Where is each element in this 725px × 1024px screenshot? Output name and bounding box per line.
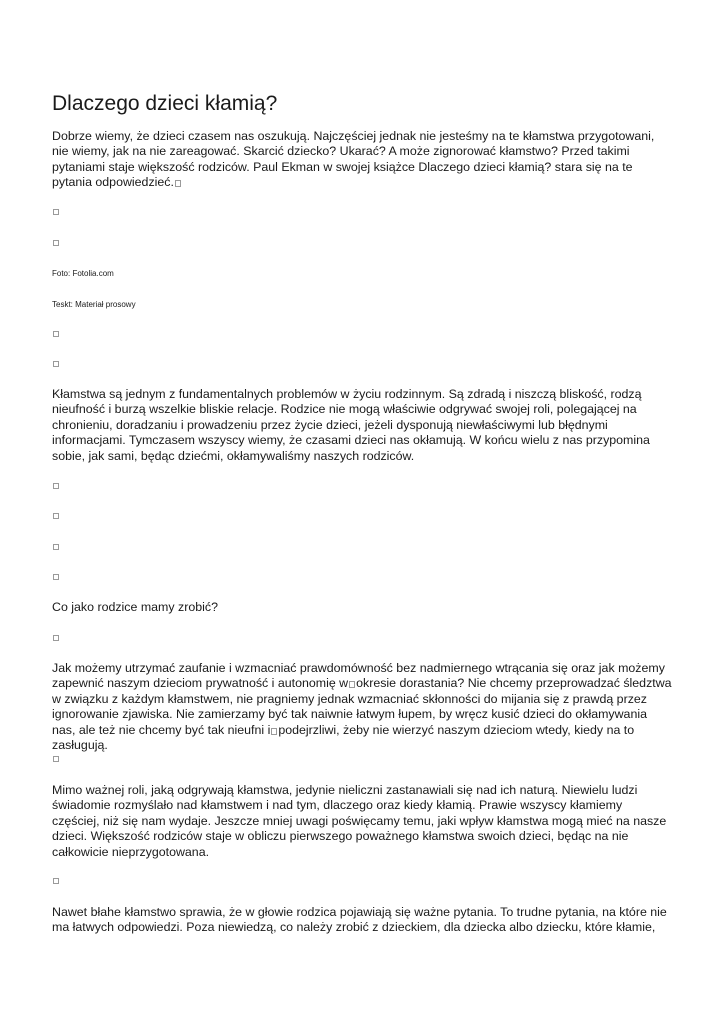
missing-glyph-icon [53,878,59,884]
intro-paragraph [52,129,672,191]
intro-text: Dobrze wiemy, że dzieci czasem nas oszukują. Najczęściej jednak nie jesteśmy na te kłamstwa przygotowani, nie wiemy, jak na nie zareagować. Skarcić dziecko? Ukarać? A może zignorować kłamstwo? Przed takimi pytaniami staje większość rodziców. Paul Ekman w swojej książce Dlaczego dzieci kłamią? stara się na te pytania odpowiedzieć. [52,129,655,190]
paragraph-3: Mimo ważnej roli, jaką odgrywają kłamstwa, jedynie nieliczni zastanawiali się nad ich naturą. Niewielu ludzi świadomie rozmyślało nad kłamstwem i nad tym, dlaczego oraz kiedy kłamią. Prawie wszyscy kłamiemy częściej, niż się nam wydaje. Jeszcze mniej uwagi poświęcamy temu, jaki wpływ kłamstwa mogą mieć na nasze dzieci. Większość rodziców staje w obliczu pierwszego poważnego kłamstwa swoich dzieci, będąc na nie całkowicie nieprzygotowana. [52,783,667,859]
photo-credit: Foto: Fotolia.com [52,269,114,278]
missing-glyph-icon [349,681,355,688]
missing-glyph-icon [53,635,59,641]
text-credit: Teskt: Materiał prosowy [52,300,136,309]
question-heading: Co jako rodzice mamy zrobić? [52,600,218,614]
missing-glyph-icon [53,361,59,367]
missing-glyph-icon [175,180,181,187]
paragraph-2-part-a: Jak możemy utrzymać zaufanie i wzmacniać prawdomówność bez nadmiernego wtrącania się oraz jak możemy zapewnić naszym dzieciom prywatność i autonomię w [52,661,665,691]
missing-glyph-icon [53,483,59,489]
missing-glyph-icon [53,331,59,337]
missing-glyph-icon [53,513,59,519]
missing-glyph-icon [53,240,59,246]
paragraph-2-part-c: podejrzliwi, żeby nie wierzyć naszym dzieciom wtedy, kiedy na to zasługują. [52,722,635,753]
paragraph-1: Kłamstwa są jednym z fundamentalnych problemów w życiu rodzinnym. Są zdradą i niszczą bliskość, rodzą nieufność i burzą wszelkie bliskie relacje. Rodzice nie mogą właściwie odgrywać swojej roli, polegającej na chronieniu, doradzaniu i prowadzeniu przez życie dzieci, jeżeli dysponują niewłaściwymi lub błędnymi informacjami. Tymczasem wszyscy wiemy, że czasami dzieci nas okłamują. W końcu wielu z nas przypomina sobie, jak sami, będąc dziećmi, okłamywaliśmy naszych rodziców. [52,387,650,463]
missing-glyph-icon [53,756,59,762]
article-title: Dlaczego dzieci kłamią? [52,92,278,115]
missing-glyph-icon [53,209,59,215]
missing-glyph-icon [53,544,59,550]
paragraph-2-part-b: okresie dorastania? Nie chcemy przeprowadzać śledztwa w związku z każdym kłamstwem, nie pragniemy jednak wzmacniać skłonności do mijania się z prawdą przez ignorowanie zjawiska. Nie zamierzamy być tak naiwnie łatwym łupem, by wręcz kusić dzieci do okłamywania nas, ale też nie chcemy być tak nieufni i [52,676,672,737]
missing-glyph-icon [53,574,59,580]
missing-glyph-icon [271,728,277,735]
paragraph-2 [52,661,672,753]
paragraph-4: Nawet błahe kłamstwo sprawia, że w głowie rodzica pojawiają się ważne pytania. To trudne pytania, na które nie ma łatwych odpowiedzi. Poza niewiedzą, co należy zrobić z dzieckiem, dla dziecka albo dziecku, które kłamie, [52,905,667,935]
